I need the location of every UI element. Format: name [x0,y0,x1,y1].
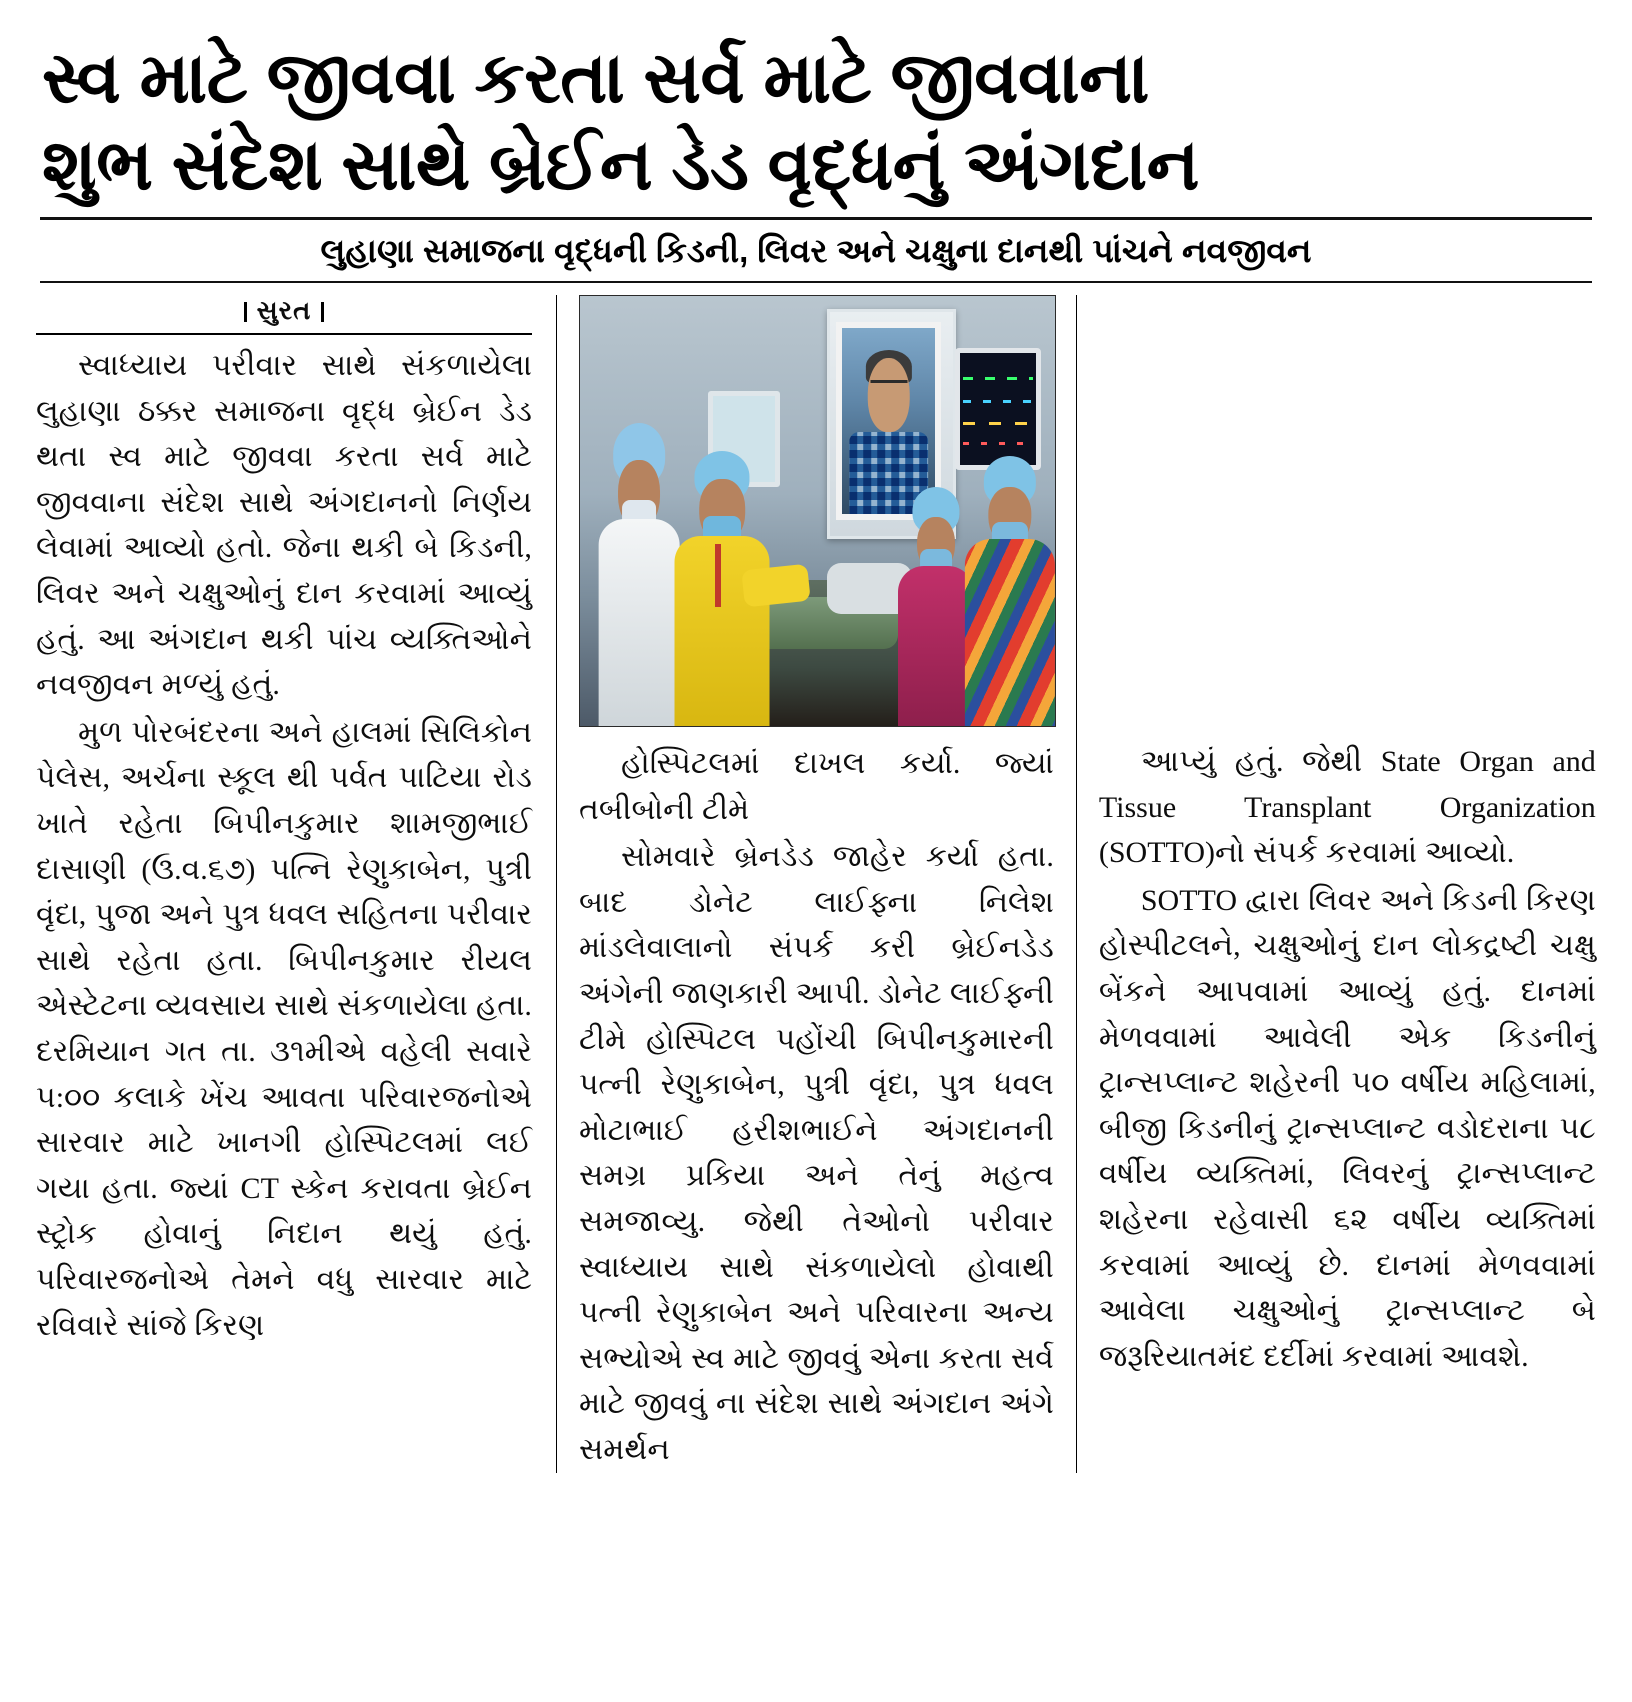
subheadline: લુહાણા સમાજના વૃદ્ધની કિડની, લિવર અને ચક્ષુના દાનથી પાંચને નવજીવન [320,232,1312,270]
yellow-shirt [675,536,770,726]
paragraph: SOTTO દ્વારા લિવર અને કિડની કિરણ હોસ્પીટલને, ચક્ષુઓનું દાન લોકદ્રષ્ટી ચક્ષુ બેંકને આપવામાં આવ્યું હતું. દાનમાં મેળવવામાં આવેલી એક કિડનીનું ટ્રાન્સપ્લાન્ટ શહેરની ૫૦ વર્ષીય મહિલામાં, બીજી કિડનીનું ટ્રાન્સપ્લાન્ટ વડોદરાના ૫૮ વર્ષીય વ્યક્તિમાં, લિવરનું ટ્રાન્સપ્લાન્ટ શહેરના રહેવાસી ૬૨ વર્ષીય વ્યક્તિમાં કરવામાં આવ્યું છે. દાનમાં મેળવવામાં આવેલા ચક્ષુઓનું ટ્રાન્સપ્લાન્ટ બે જરૂરિયાતમંદ દર્દીમાં કરવામાં આવશે. [1098,883,1596,1373]
dateline-wrap [36,295,532,335]
person-woman-center-right [898,477,974,726]
article-body [36,295,1596,1473]
dateline-rule [36,333,532,335]
outstretched-arm [742,564,812,608]
paragraph: હોસ્પિટલમાં દાખલ કર્યા. જ્યાં તબીબોની ટીમે [578,747,1054,826]
paragraph: સોમવારે બ્રેનડેડ જાહેર કર્યા હતા. બાદ ડોનેટ લાઈફ્ના નિલેશ માંડલેવાલાનો સંપર્ક કરી બ્રેઈનડેડ અંગેની જાણકારી આપી. ડોનેટ લાઈફ્ની ટીમે હોસ્પિટલ પહોંચી બિપીનકુમારની પત્ની રેણુકાબેન, પુત્રી વૃંદા, પુત્ર ધવલ મોટાભાઈ હરીશભાઈને અંગદાનની સમગ્ર પ્રકિયા અને તેનું મહત્વ સમજાવ્યુ. જેથી તેઓનો પરીવાર સ્વાધ્યાય સાથે સંકળાયેલો હોવાથી પત્ની રેણુકાબેન અને પરિવારના અન્ય સભ્યોએ સ્વ માટે જીવવું એના કરતા સર્વ માટે જીવવું ના સંદેશ સાથે અંગદાન અંગે સમર્થન [578,840,1054,1467]
ecg-trace [963,442,1033,445]
patterned-shawl [965,539,1055,726]
headline-line-2: શુભ સંદેશ સાથે બ્રેઈન ડેડ વૃદ્ધનું અંગદાન [42,125,1200,205]
divider-thin [40,281,1592,283]
headline-line-1: સ્વ માટે જીવવા કરતા સર્વ માટે જીવવાના [42,39,1149,118]
lanyard [715,544,721,606]
article-photo [579,295,1054,727]
paragraph: સ્વાધ્યાય પરીવાર સાથે સંકળાયેલા લુહાણા ઠક્કર સમાજના વૃદ્ધ બ્રેઈન ડેડ થતા સ્વ માટે જીવવા કરતા સર્વ માટે જીવવાના સંદેશ સાથે અંગદાનનો નિર્ણય લેવામાં આવ્યો હતો. જેના થકી બે કિડની, લિવર અને ચક્ષુઓનું દાન કરવામાં આવ્યું હતું. આ અંગદાન થકી પાંચ વ્યક્તિઓને નવજીવન મળ્યું હતું. [36,349,532,702]
column-2 [556,295,1076,1473]
ecg-trace [963,377,1033,380]
person-yellow-shirt [675,442,770,726]
person-woman-right [965,451,1055,726]
column-3-photo-spacer [1099,295,1596,725]
column-3 [1076,295,1596,1473]
person-doctor-left [599,417,680,727]
pink-kurta [898,566,974,726]
photo-hospital-scene [579,295,1056,727]
paragraph: મુળ પોરબંદરના અને હાલમાં સિલિકોન પેલેસ, અર્ચના સ્કૂલ થી પર્વત પાટિયા રોડ ખાતે રહેતા બિપીનકુમાર શામજીભાઈ દાસાણી (ઉ.વ.૬૭) પત્નિ રેણુકાબેન, પુત્રી વૃંદા, પુજા અને પુત્ર ધવલ સહિતના પરીવાર સાથે રહેતા હતા. બિપીનકુમાર રીયલ એસ્ટેટના વ્યવસાય સાથે સંકળાયેલા હતા. દરમિયાન ગત તા. ૩૧મીએ વહેલી સવારે ૫:૦૦ કલાકે ખેંચ આવતા પરિવારજનોએ સારવાર માટે ખાનગી હોસ્પિટલમાં લઈ ગયા હતા. જ્યાં CT સ્કેન કરાવતા બ્રેઈન સ્ટ્રોક હોવાનું નિદાન થયું હતું. પરિવારજનોએ તેમને વધુ સારવાર માટે રવિવારે સાંજે કિરણ [36,715,532,1342]
white-coat [599,519,680,726]
ecg-trace [963,422,1033,425]
column-1 [36,295,556,1473]
page-title [36,36,1596,209]
paragraph: આપ્યું હતું. જેથી State Organ and Tissue Transplant Organization (SOTTO)નો સંપર્ક કરવામાં આવ્યો. [1098,745,1596,870]
dateline: સુરત [230,295,339,327]
ecg-trace [963,400,1033,403]
portrait-glasses [870,380,907,398]
